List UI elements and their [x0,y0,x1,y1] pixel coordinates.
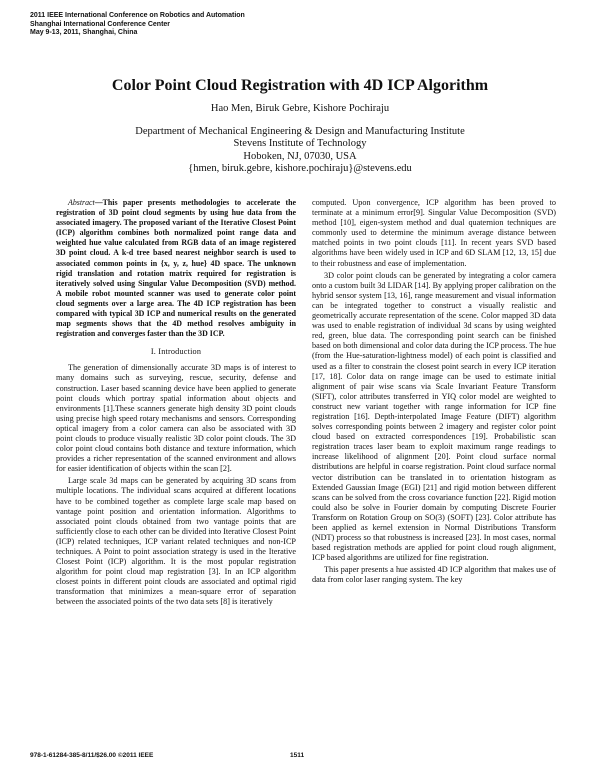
affiliation-department: Department of Mechanical Engineering & Design and Manufacturing Institute [135,126,465,137]
paper-authors: Hao Men, Biruk Gebre, Kishore Pochiraju [210,103,390,114]
affiliation-address: Hoboken, NJ, 07030, USA [243,150,357,162]
page-number: 1511 [290,752,305,759]
intro-paragraph-1: The generation of dimensionally accurate 3D maps is of interest to many domains such as surveying, rescue, security, defense and construction. Laser based scanning device have been applied to generate point clouds which portray spatial information about objects and environments [1].These scanners generate high density 3D point clouds using precise high speed rotary mechanisms and sensors. Corresponding optical imagery from a color camera can also be associated with 3D point clouds to produce visually realistic 3D color point clouds. The 3D color point cloud contains both distance and texture information, which provides a richer representation of the scanned environment and allows for easier identification of objects within the scan [2]. [56,363,296,474]
intro-paragraph-2: Large scale 3d maps can be generated by acquiring 3D scans from multiple locations. The individual scans acquired at different locations have to be combined together as complete large scale map based on vantage point position and orientation information. Algorithms to associated point clouds obtained from two vantage points that are sufficiently close to each other can be divided into Iterative Closest Point (ICP) related techniques, ICP variant related techniques and non-ICP techniques. A Point to point association strategy is used in the Iterative Closest Point (ICP) algorithm. It is the most popular registration algorithm for point cloud map registration [3]. In an ICP algorithm closest points in different point clouds are associated and optimal rigid transformation that minimizes a mean-square error of separation between the associated points of the two data sets [8] is iteratively [56,476,296,607]
affiliation-block [0,126,600,176]
conference-name: 2011 IEEE International Conference on Robotics and Automation [30,12,245,19]
conference-dates: May 9-13, 2011, Shanghai, China [30,29,138,37]
intro-paragraph-3: computed. Upon convergence, ICP algorithm has been proved to terminate at a minimum error[9]. Singular Value Decomposition (SVD) method [10], eigen-system method and dual quaternion techniques are commonly used to determine the minimum average distance between matched points in two point clouds [11]. In recent years SVD based algorithms have been widely used in ICP and 6D SLAM [12, 13, 15] due to their robustness and ease of implementation. [312,198,556,268]
intro-paragraph-5: This paper presents a hue assisted 4D ICP algorithm that makes use of data from color laser ranging system. The key [312,565,556,585]
footer-isbn: 978-1-61284-385-8/11/$26.00 ©2011 IEEE [30,752,154,759]
conference-header [30,12,245,38]
abstract [56,198,296,339]
affiliation-emails: {hmen, biruk.gebre, kishore.pochiraju}@stevens.edu [188,163,412,175]
right-column [312,198,556,586]
intro-paragraph-4: 3D color point clouds can be generated by integrating a color camera onto a custom built 3d LIDAR [14]. By applying proper calibration on the hybrid sensor system [13, 16], range measurement and visual information can be integrated together to construct a visually realistic and geometrically accurate representation of the scene. Color mapped 3D data was used to enable registration of individual 3d scans by using weighted red, green, blue data. The corresponding point search can be finished based on both dimensional and color data during the ICP process. The hue (from the Hue-saturation-lightness model) of each point is classified and used as a filter to constrain the closest point search in every ICP iteration [17, 18]. Color data on range image can be used to estimate initial alignment of pair wise scans via Scale Invariant Feature Transform (SIFT), color attributes transferred in YIQ color model are weighted to construct new variant together with range information for ICP fine registration [16]. Depth-interpolated Image Feature (DIFT) algorithm solves corresponding points between 2 imagery and register color point cloud based on extracted correspondences [19]. Probabilistic scan registration traces laser beam to exploit maximum range readings to increase likelihood of alignment [20]. Point cloud surface normal distributions are helpful in coarse registration. Point cloud surface normal vector distribution can be translated in to orientation histogram as Extended Gaussian Image (EGI) [21] and rigid motion between different scans can be solved from the cross covariance function [22]. Rigid motion could also be solve in Fourier domain by computing Discrete Fourier Transform on Rotation Group on SO(3) (SOFT) [23]. Color attribute has been applied as kernel extension in Normal Distributions Transform (NDT) process so that robustness is increased [23]. In most cases, normal based registration methods are applied for point cloud rough alignment, ICP based algorithms are utilized for fine registration. [312,270,556,563]
affiliation-institute: Stevens Institute of Technology [233,138,367,150]
paper-title: Color Point Cloud Registration with 4D ICP Algorithm [111,77,489,94]
left-column [56,198,296,608]
conference-venue: Shanghai International Conference Center [30,20,171,28]
abstract-text: —This paper presents methodologies to accelerate the registration of 3D point cloud segments by using hue data from the associated imagery. The proposed variant of the Iterative Closest Point (ICP) algorithm combines both normalized point range data and weighted hue value calculated from RGB data of an image registered 3D point cloud. A k-d tree based nearest neighbor search is used to associated common points in {x, y, z, hue} 4D space. The unknown rigid translation and rotation matrix required for registration is iteratively solved using Singular Value Decomposition (SVD) method. A mobile robot mounted scanner was used to generate color point cloud segments over a large area. The 4D ICP registration has been compared with typical 3D ICP and numerical results on the generated map segments shows that the 4D method resolves ambiguity in registration and converges faster than the 3D ICP. [56,198,296,339]
abstract-label: Abstract [68,198,95,207]
section-heading-introduction: I. Introduction [150,347,202,357]
